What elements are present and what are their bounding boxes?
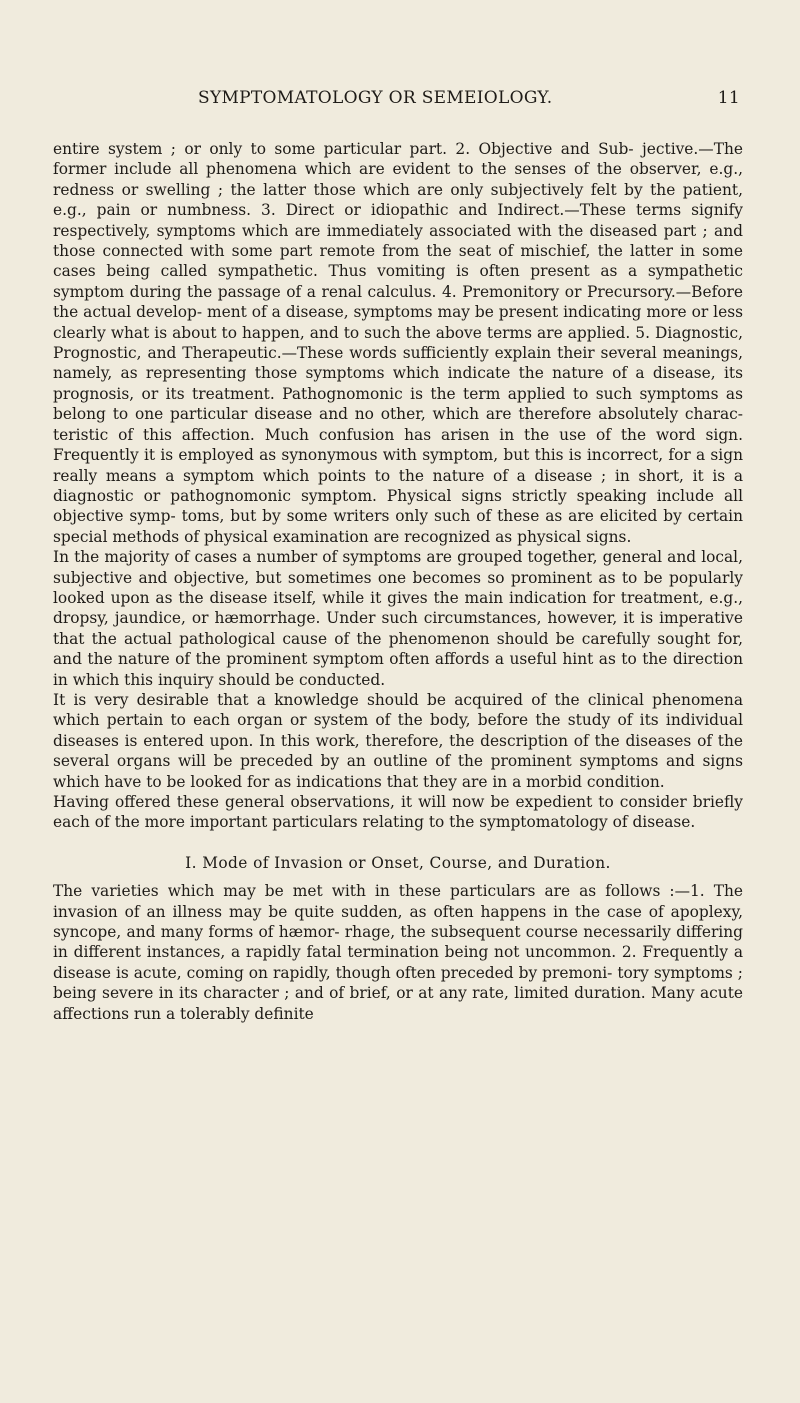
page-header <box>170 88 740 118</box>
body-text <box>53 139 743 1024</box>
paragraph-3: It is very desirable that a knowledge should be acquired of the clinical phenomena which pertain to each organ or system of the body, before the study of its individual diseases is entered upon. In this work, therefore, the description of the diseases of the several organs will be preceded by an outline of the prominent symptoms and signs which have to be looked for as indications that they are in a morbid condition. <box>53 690 743 791</box>
paragraph-2: In the majority of cases a number of symptoms are grouped together, general and local, subjective and objective, but sometimes one becomes so prominent as to be popularly looked upon as the disease itself, while it gives the main indication for treatment, e.g., dropsy, jaundice, or hæmorrhage. Under such circumstances, however, it is imperative that the actual pathological cause of the phenomenon should be carefully sought for, and the nature of the prominent symptom often affords a useful hint as to the direction in which this inquiry should be conducted. <box>53 548 743 689</box>
page-number: 11 <box>717 88 740 108</box>
paragraph-4: Having offered these general observations, it will now be expedient to consider briefly each of the more important particulars relating to the symptomatology of disease. <box>53 793 743 832</box>
running-head: SYMPTOMATOLOGY OR SEMEIOLOGY. <box>198 88 553 108</box>
paragraph-1: entire system ; or only to some particular part. 2. Objective and Sub- jective.—The former include all phenomena which are evident to the senses of the observer, e.g., redness or swelling ; the latter those which are only subjectively felt by the patient, e.g., pain or numbness. 3. Direct or idiopathic and Indirect.—These terms signify respectively, symptoms which are immediately associated with the diseased part ; and those connected with some part remote from the seat of mischief, the latter in some cases being called sympathetic. Thus vomiting is often present as a sympathetic symptom during the passage of a renal calculus. 4. Premonitory or Precursory.—Before the actual develop- ment of a disease, symptoms may be present indicating more or less clearly what is about to happen, and to such the above terms are applied. 5. Diagnostic, Prognostic, and Therapeutic.—These words sufficiently explain their several meanings, namely, as representing those symptoms which indicate the nature of a disease, its prognosis, or its treatment. Pathognomonic is the term applied to such symptoms as belong to one particular disease and no other, which are therefore absolutely charac- teristic of this affection. Much confusion has arisen in the use of the word sign. Frequently it is employed as synonymous with symptom, but this is incorrect, for a sign really means a symptom which points to the nature of a disease ; in short, it is a diagnostic or pathognomonic symptom. Physical signs strictly speaking include all objective symp- toms, but by some writers only such of these as are elicited by certain special methods of physical examination are recognized as physical signs. <box>53 140 743 546</box>
paragraph-5: The varieties which may be met with in these particulars are as follows :—1. The invasion of an illness may be quite sudden, as often happens in the case of apoplexy, syncope, and many forms of hæmor- rhage, the subsequent course necessarily differing in different instances, a rapidly fatal termination being not uncommon. 2. Frequently a disease is acute, coming on rapidly, though often preceded by premoni- tory symptoms ; being severe in its character ; and of brief, or at any rate, limited duration. Many acute affections run a tolerably definite <box>53 882 743 1023</box>
section-heading: I. Mode of Invasion or Onset, Course, and Duration. <box>185 853 611 872</box>
